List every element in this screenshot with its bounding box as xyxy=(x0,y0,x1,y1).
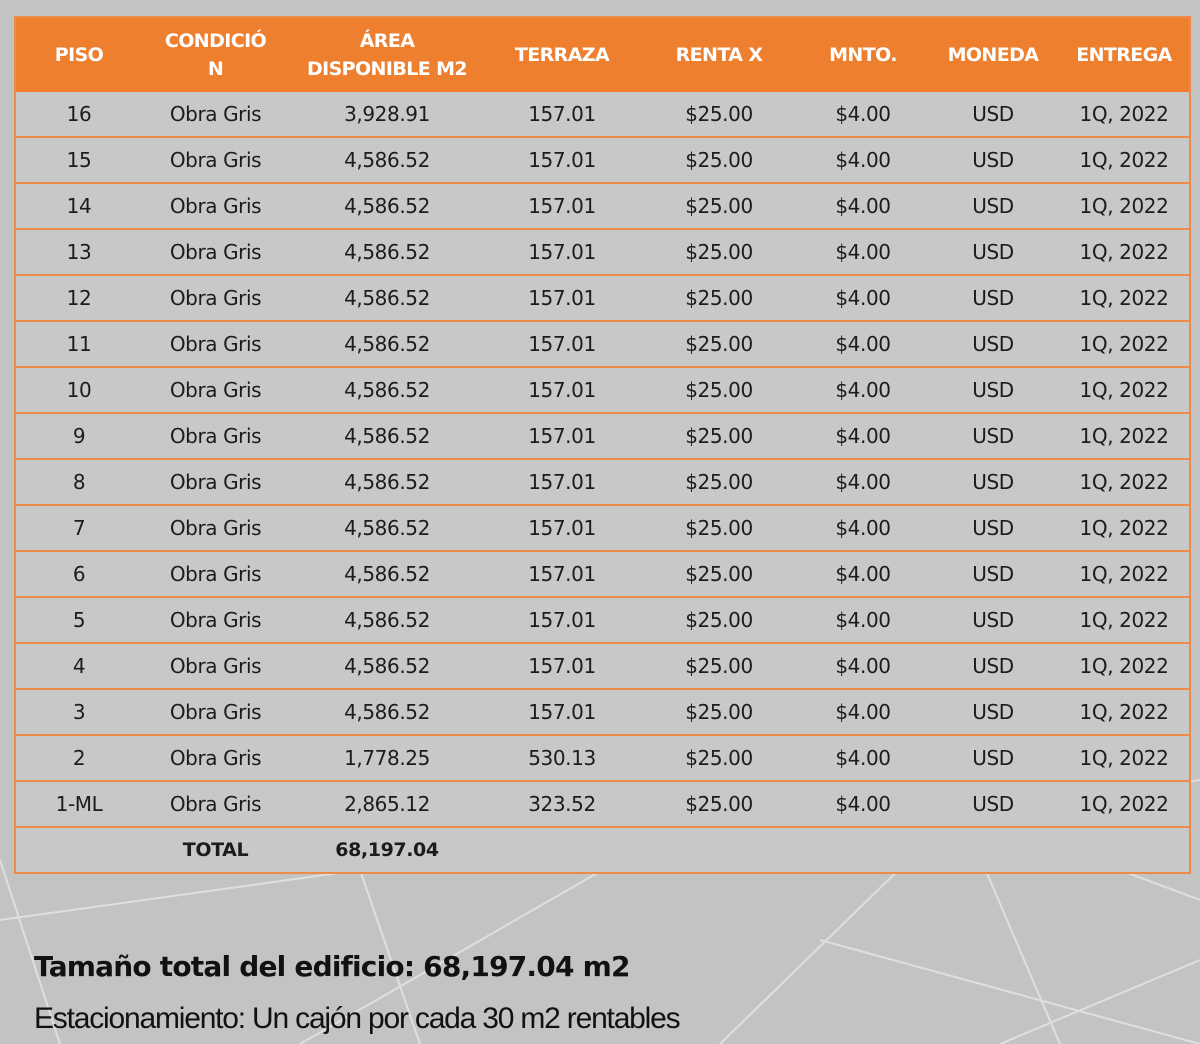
building-size-text: Tamaño total del edificio: 68,197.04 m2 xyxy=(34,950,630,983)
cell-mantenimiento: $4.00 xyxy=(799,367,927,413)
cell-entrega: 1Q, 2022 xyxy=(1059,597,1190,643)
cell-piso: 12 xyxy=(15,275,142,321)
cell-piso: 3 xyxy=(15,689,142,735)
cell-moneda: USD xyxy=(927,367,1059,413)
cell-moneda: USD xyxy=(927,735,1059,781)
total-empty-cell xyxy=(15,827,142,873)
cell-condicion: Obra Gris xyxy=(142,275,289,321)
cell-terraza: 157.01 xyxy=(485,321,639,367)
cell-moneda: USD xyxy=(927,597,1059,643)
cell-renta: $25.00 xyxy=(685,102,753,126)
cell-area: 4,586.52 xyxy=(289,137,485,183)
cell-renta: $25.00 xyxy=(639,551,799,597)
cell-terraza: 157.01 xyxy=(485,275,639,321)
cell-entrega: 1Q, 2022 xyxy=(1059,367,1190,413)
total-empty-cell xyxy=(485,827,639,873)
cell-moneda: USD xyxy=(927,183,1059,229)
rental-table-container xyxy=(14,16,1189,874)
cell-piso: 8 xyxy=(15,459,142,505)
cell-condicion: Obra Gris xyxy=(142,229,289,275)
cell-mantenimiento: $4.00 xyxy=(799,505,927,551)
cell-condicion: Obra Gris xyxy=(142,413,289,459)
cell-area: 4,586.52 xyxy=(289,643,485,689)
cell-moneda: USD xyxy=(927,275,1059,321)
table-row xyxy=(15,183,1190,229)
cell-condicion: Obra Gris xyxy=(142,551,289,597)
table-body xyxy=(15,92,1190,873)
cell-renta: $25.00 xyxy=(639,137,799,183)
cell-entrega: 1Q, 2022 xyxy=(1059,735,1190,781)
cell-piso: 15 xyxy=(15,137,142,183)
cell-renta: $25.00 xyxy=(639,367,799,413)
cell-terraza: 157.01 xyxy=(485,505,639,551)
cell-area: 4,586.52 xyxy=(289,689,485,735)
cell-terraza: 157.01 xyxy=(485,551,639,597)
table-row xyxy=(15,459,1190,505)
cell-area: 4,586.52 xyxy=(289,505,485,551)
cell-terraza: 157.01 xyxy=(485,413,639,459)
cell-mantenimiento: $4.00 xyxy=(799,735,927,781)
header-piso: PISO xyxy=(15,17,142,92)
cell-renta: $25.00 xyxy=(639,781,799,827)
cell-terraza: 157.01 xyxy=(485,459,639,505)
header-condicion xyxy=(142,17,289,92)
cell-area: 4,586.52 xyxy=(289,183,485,229)
cell-renta: $25.00 xyxy=(639,643,799,689)
table-row xyxy=(15,689,1190,735)
total-value: 68,197.04 xyxy=(289,827,485,873)
cell-condicion: Obra Gris xyxy=(142,459,289,505)
cell-entrega: 1Q, 2022 xyxy=(1059,551,1190,597)
parking-text: Estacionamiento: Un cajón por cada 30 m2 rentables xyxy=(34,1002,680,1035)
header-renta: RENTA X xyxy=(639,17,799,92)
cell-condicion: Obra Gris xyxy=(142,689,289,735)
cell-area: 4,586.52 xyxy=(289,459,485,505)
cell-terraza: 157.01 xyxy=(485,137,639,183)
cell-area: 4,586.52 xyxy=(289,229,485,275)
cell-moneda: USD xyxy=(927,459,1059,505)
table-header-row xyxy=(15,17,1190,92)
cell-area: 4,586.52 xyxy=(289,597,485,643)
table-row xyxy=(15,597,1190,643)
cell-moneda: USD xyxy=(927,137,1059,183)
cell-area: 4,586.52 xyxy=(289,551,485,597)
cell-piso: 6 xyxy=(15,551,142,597)
header-moneda: MONEDA xyxy=(927,17,1059,92)
cell-condicion: Obra Gris xyxy=(142,137,289,183)
cell-moneda: USD xyxy=(927,689,1059,735)
cell-renta: $25.00 xyxy=(639,183,799,229)
cell-piso: 4 xyxy=(15,643,142,689)
cell-entrega: 1Q, 2022 xyxy=(1079,102,1169,126)
cell-condicion: Obra Gris xyxy=(142,183,289,229)
cell-renta: $25.00 xyxy=(639,597,799,643)
cell-mantenimiento: $4.00 xyxy=(799,275,927,321)
cell-entrega: 1Q, 2022 xyxy=(1059,413,1190,459)
cell-renta: $25.00 xyxy=(639,321,799,367)
cell-entrega: 1Q, 2022 xyxy=(1059,643,1190,689)
cell-renta: $25.00 xyxy=(639,459,799,505)
cell-entrega: 1Q, 2022 xyxy=(1059,229,1190,275)
cell-piso: 11 xyxy=(15,321,142,367)
header-condicion-label: CONDICIÓ N xyxy=(164,30,267,80)
cell-moneda: USD xyxy=(927,229,1059,275)
cell-condicion: Obra Gris xyxy=(142,321,289,367)
table-row xyxy=(15,275,1190,321)
table-row xyxy=(15,413,1190,459)
cell-condicion: Obra Gris xyxy=(169,102,262,126)
table-row xyxy=(15,92,1190,137)
cell-condicion: Obra Gris xyxy=(142,505,289,551)
cell-moneda: USD xyxy=(927,781,1059,827)
cell-terraza: 530.13 xyxy=(485,735,639,781)
cell-entrega: 1Q, 2022 xyxy=(1059,275,1190,321)
cell-piso: 5 xyxy=(15,597,142,643)
cell-piso: 2 xyxy=(15,735,142,781)
cell-mantenimiento: $4.00 xyxy=(799,551,927,597)
cell-area: 2,865.12 xyxy=(289,781,485,827)
total-empty-cell xyxy=(639,827,799,873)
cell-renta: $25.00 xyxy=(639,505,799,551)
cell-moneda: USD xyxy=(972,102,1014,126)
table-row xyxy=(15,551,1190,597)
cell-moneda: USD xyxy=(927,321,1059,367)
cell-mantenimiento: $4.00 xyxy=(835,102,891,126)
cell-condicion: Obra Gris xyxy=(142,367,289,413)
cell-terraza: 323.52 xyxy=(485,781,639,827)
cell-entrega: 1Q, 2022 xyxy=(1059,505,1190,551)
cell-terraza: 157.01 xyxy=(528,102,596,126)
header-entrega: ENTREGA xyxy=(1059,17,1190,92)
cell-mantenimiento: $4.00 xyxy=(799,781,927,827)
total-row xyxy=(15,827,1190,873)
cell-mantenimiento: $4.00 xyxy=(799,689,927,735)
cell-condicion: Obra Gris xyxy=(142,597,289,643)
table-row xyxy=(15,505,1190,551)
cell-entrega: 1Q, 2022 xyxy=(1059,321,1190,367)
cell-area: 4,586.52 xyxy=(289,413,485,459)
cell-moneda: USD xyxy=(927,551,1059,597)
cell-terraza: 157.01 xyxy=(485,643,639,689)
cell-condicion: Obra Gris xyxy=(142,781,289,827)
cell-mantenimiento: $4.00 xyxy=(799,413,927,459)
cell-entrega: 1Q, 2022 xyxy=(1059,459,1190,505)
table-row xyxy=(15,643,1190,689)
table-row xyxy=(15,367,1190,413)
total-empty-cell xyxy=(927,827,1059,873)
cell-terraza: 157.01 xyxy=(485,229,639,275)
cell-piso: 9 xyxy=(15,413,142,459)
cell-terraza: 157.01 xyxy=(485,183,639,229)
table-row xyxy=(15,229,1190,275)
cell-entrega: 1Q, 2022 xyxy=(1059,183,1190,229)
cell-mantenimiento: $4.00 xyxy=(799,459,927,505)
cell-mantenimiento: $4.00 xyxy=(799,643,927,689)
header-area-label: ÁREA DISPONIBLE M2 xyxy=(306,30,468,80)
cell-entrega: 1Q, 2022 xyxy=(1059,137,1190,183)
cell-terraza: 157.01 xyxy=(485,689,639,735)
cell-renta: $25.00 xyxy=(639,229,799,275)
cell-condicion: Obra Gris xyxy=(142,735,289,781)
table-row xyxy=(15,137,1190,183)
cell-renta: $25.00 xyxy=(639,413,799,459)
table-row xyxy=(15,321,1190,367)
cell-mantenimiento: $4.00 xyxy=(799,137,927,183)
cell-piso: 16 xyxy=(66,102,92,126)
cell-area: 3,928.91 xyxy=(344,102,430,126)
cell-moneda: USD xyxy=(927,643,1059,689)
cell-area: 4,586.52 xyxy=(289,367,485,413)
cell-piso: 1-ML xyxy=(15,781,142,827)
header-area-disponible xyxy=(289,17,485,92)
cell-area: 1,778.25 xyxy=(289,735,485,781)
cell-renta: $25.00 xyxy=(639,735,799,781)
cell-piso: 14 xyxy=(15,183,142,229)
cell-entrega: 1Q, 2022 xyxy=(1059,781,1190,827)
cell-piso: 13 xyxy=(15,229,142,275)
header-terraza: TERRAZA xyxy=(485,17,639,92)
table-row xyxy=(15,735,1190,781)
cell-terraza: 157.01 xyxy=(485,367,639,413)
total-label: TOTAL xyxy=(142,827,289,873)
table-row xyxy=(15,781,1190,827)
cell-condicion: Obra Gris xyxy=(142,643,289,689)
cell-mantenimiento: $4.00 xyxy=(799,321,927,367)
cell-entrega: 1Q, 2022 xyxy=(1059,689,1190,735)
cell-piso: 7 xyxy=(15,505,142,551)
cell-renta: $25.00 xyxy=(639,689,799,735)
cell-moneda: USD xyxy=(927,505,1059,551)
cell-piso: 10 xyxy=(15,367,142,413)
cell-moneda: USD xyxy=(927,413,1059,459)
cell-mantenimiento: $4.00 xyxy=(799,183,927,229)
total-empty-cell xyxy=(799,827,927,873)
header-mantenimiento: MNTO. xyxy=(799,17,927,92)
rental-table xyxy=(14,16,1191,874)
cell-renta: $25.00 xyxy=(639,275,799,321)
cell-area: 4,586.52 xyxy=(289,275,485,321)
cell-mantenimiento: $4.00 xyxy=(799,597,927,643)
cell-terraza: 157.01 xyxy=(485,597,639,643)
cell-area: 4,586.52 xyxy=(289,321,485,367)
cell-mantenimiento: $4.00 xyxy=(799,229,927,275)
total-empty-cell xyxy=(1059,827,1190,873)
